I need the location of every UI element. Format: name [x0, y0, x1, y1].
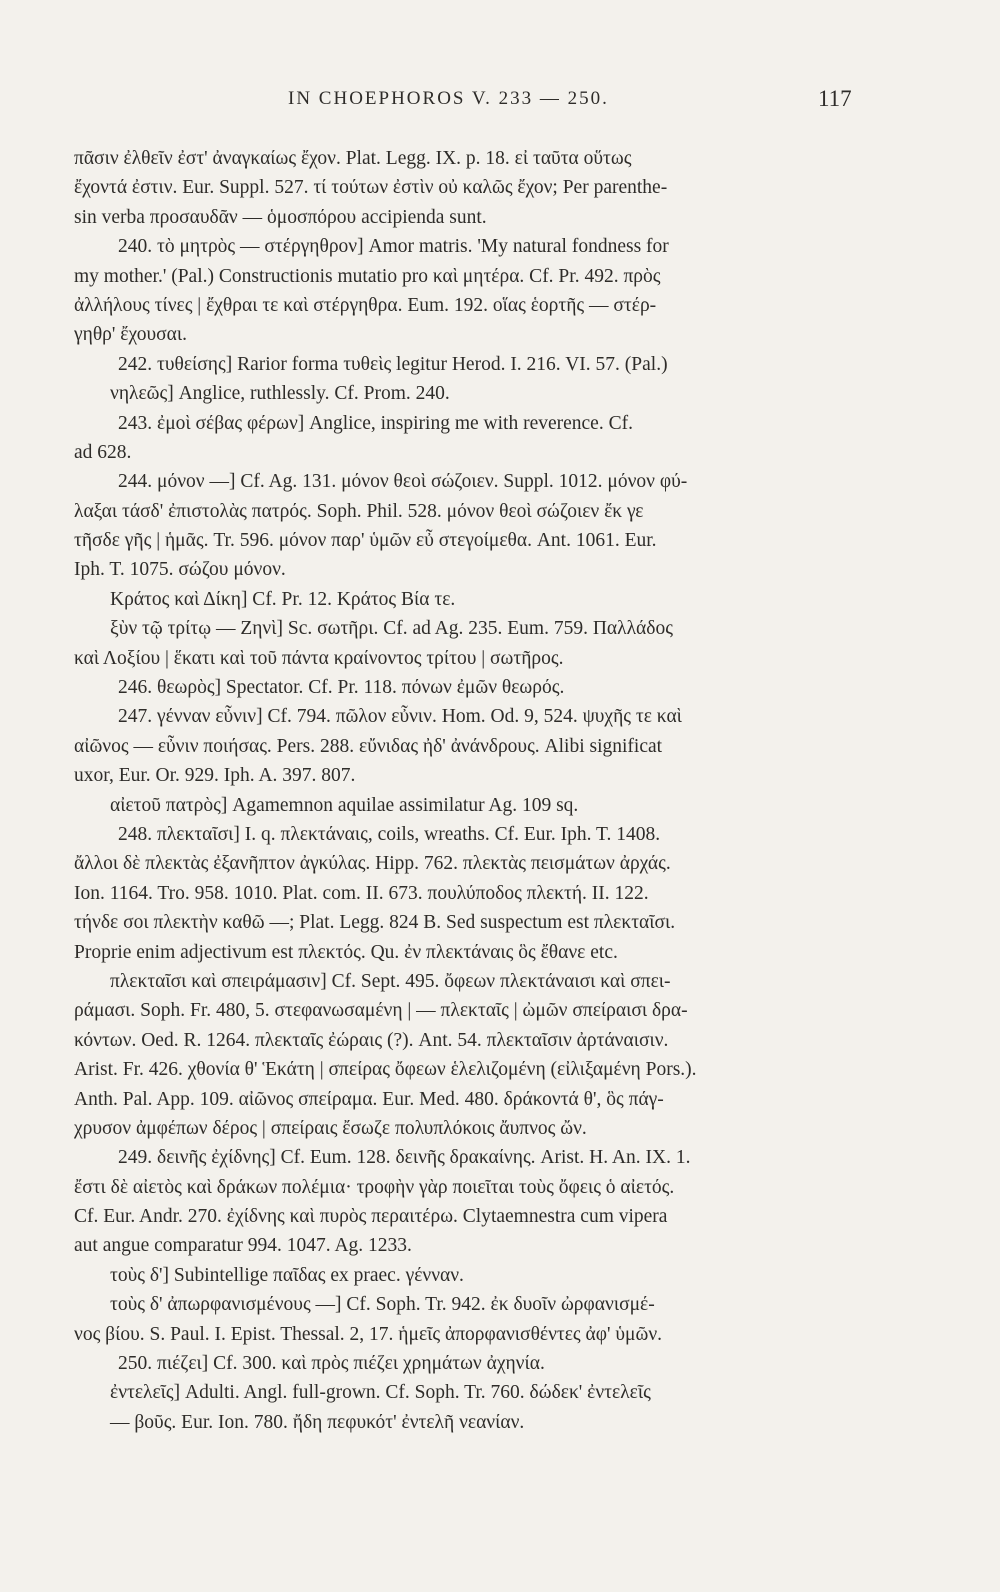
- text-line: uxor, Eur. Or. 929. Iph. A. 397. 807.: [74, 765, 356, 787]
- text-line: νηλεῶς] Anglice, ruthlessly. Cf. Prom. 240.: [110, 383, 450, 405]
- text-line: ἔστι δὲ αἰετὸς καὶ δράκων πολέμια· τροφὴν γὰρ ποιεῖται τοὺς ὄφεις ὁ αἰετός.: [74, 1176, 675, 1198]
- text-line: Arist. Fr. 426. χθονία θ' Ἑκάτη | σπείρας ὄφεων ἑλελιζομένη (εἰλιξαμένη Pors.).: [74, 1059, 697, 1081]
- text-line: Anth. Pal. App. 109. αἰῶνος σπείραμα. Eur. Med. 480. δράκοντά θ', ὃς πάγ-: [74, 1088, 664, 1110]
- text-line: ἀλλήλους τίνες | ἔχθραι τε καὶ στέργηθρα. Eum. 192. οἵας ἑορτῆς — στέρ-: [74, 294, 657, 316]
- text-line: sin verba προσαυδᾶν — ὁμοσπόρου accipienda sunt.: [74, 206, 487, 228]
- text-line: πᾶσιν ἐλθεῖν ἐστ' ἀναγκαίως ἔχον. Plat. Legg. IX. p. 18. εἰ ταῦτα οὕτως: [74, 148, 632, 169]
- text-line: 240. τὸ μητρὸς — στέργηθρον] Amor matris. 'My natural fondness for: [118, 236, 669, 258]
- text-line: χρυσον ἀμφέπων δέρος | σπείραις ἔσωζε πολυπλόκοις ἄυπνος ὤν.: [74, 1117, 587, 1139]
- text-line: ἄλλοι δὲ πλεκτὰς ἐξανῆπτον ἀγκύλας. Hipp. 762. πλεκτὰς πεισμάτων ἀρχάς.: [74, 853, 671, 875]
- text-line: γηθρ' ἔχουσαι.: [74, 324, 187, 346]
- text-line: καὶ Λοξίου | ἕκατι καὶ τοῦ πάντα κραίνοντος τρίτου | σωτῆρος.: [74, 647, 564, 669]
- text-line: ξὺν τῷ τρίτῳ — Ζηνὶ] Sc. σωτῆρι. Cf. ad Ag. 235. Eum. 759. Παλλάδος: [110, 618, 673, 640]
- text-line: 243. ἐμοὶ σέβας φέρων] Anglice, inspiring me with reverence. Cf.: [118, 412, 633, 434]
- text-line: 244. μόνον —] Cf. Ag. 131. μόνον θεοὶ σώζοιεν. Suppl. 1012. μόνον φύ-: [118, 471, 688, 493]
- text-line: aut angue comparatur 994. 1047. Ag. 1233.: [74, 1235, 412, 1257]
- text-line: πλεκταῖσι καὶ σπειράμασιν] Cf. Sept. 495. ὄφεων πλεκτάναισι καὶ σπει-: [110, 970, 671, 992]
- text-line: Iph. T. 1075. σώζου μόνον.: [74, 559, 286, 581]
- text-line: 250. πιέζει] Cf. 300. καὶ πρὸς πιέζει χρημάτων ἀχηνία.: [118, 1353, 545, 1375]
- text-line: — βοῦς. Eur. Ion. 780. ἤδη πεφυκότ' ἐντελῆ νεανίαν.: [110, 1411, 525, 1433]
- text-line: τοὺς δ'] Subintellige παῖδας ex praec. γένναν.: [110, 1264, 464, 1286]
- text-line: αἰετοῦ πατρὸς] Agamemnon aquilae assimilatur Ag. 109 sq.: [110, 794, 579, 816]
- text-line: 247. γένναν εὖνιν] Cf. 794. πῶλον εὖνιν. Hom. Od. 9, 524. ψυχῆς τε καὶ: [118, 706, 682, 728]
- text-line: τήνδε σοι πλεκτὴν καθῶ —; Plat. Legg. 824 B. Sed suspectum est πλεκταῖσι.: [74, 912, 676, 934]
- text-line: 249. δεινῆς ἐχίδνης] Cf. Eum. 128. δεινῆς δρακαίνης. Arist. H. An. IX. 1.: [118, 1147, 691, 1169]
- text-line: Cf. Eur. Andr. 270. ἐχίδνης καὶ πυρὸς περαιτέρω. Clytaemnestra cum vipera: [74, 1206, 668, 1228]
- text-line: ἔχοντά ἐστιν. Eur. Suppl. 527. τί τούτων ἐστὶν οὐ καλῶς ἔχον; Per parenthe-: [74, 177, 668, 199]
- text-line: 246. θεωρὸς] Spectator. Cf. Pr. 118. πόνων ἐμῶν θεωρός.: [118, 677, 565, 699]
- text-line: Ion. 1164. Tro. 958. 1010. Plat. com. II. 673. πουλύποδος πλεκτή. II. 122.: [74, 882, 649, 904]
- text-line: ράμασι. Soph. Fr. 480, 5. στεφανωσαμένη | — πλεκταῖς | ὠμῶν σπείραισι δρα-: [74, 1000, 688, 1022]
- text-line: 248. πλεκταῖσι] I. q. πλεκτάναις, coils, wreaths. Cf. Eur. Iph. T. 1408.: [118, 823, 661, 845]
- text-line: ad 628.: [74, 441, 132, 463]
- text-line: ἐντελεῖς] Adulti. Angl. full-grown. Cf. Soph. Tr. 760. δώδεκ' ἐντελεῖς: [110, 1382, 651, 1404]
- commentary-text: [74, 144, 874, 1437]
- text-line: Κράτος καὶ Δίκη] Cf. Pr. 12. Κράτος Βία τε.: [110, 588, 456, 610]
- text-line: λαξαι τάσδ' ἐπιστολὰς πατρός. Soph. Phil. 528. μόνον θεοὶ σώζοιεν ἔκ γε: [74, 500, 644, 522]
- text-line: νος βίου. S. Paul. I. Epist. Thessal. 2, 17. ἡμεῖς ἀπορφανισθέντες ἀφ' ὑμῶν.: [74, 1323, 663, 1345]
- text-line: 242. τυθείσης] Rarior forma τυθεὶς legitur Herod. I. 216. VI. 57. (Pal.): [118, 353, 668, 375]
- page-number: 117: [818, 86, 852, 111]
- text-line: my mother.' (Pal.) Constructionis mutatio pro καὶ μητέρα. Cf. Pr. 492. πρὸς: [74, 265, 661, 287]
- text-line: τῆσδε γῆς | ἡμᾶς. Tr. 596. μόνον παρ' ὑμῶν εὖ στεγοίμεθα. Ant. 1061. Eur.: [74, 530, 657, 552]
- text-line: Proprie enim adjectivum est πλεκτός. Qu. ἐν πλεκτάναις ὃς ἔθανε etc.: [74, 941, 618, 963]
- text-line: τοὺς δ' ἀπωρφανισμένους —] Cf. Soph. Tr. 942. ἐκ δυοῖν ὠρφανισμέ-: [110, 1294, 655, 1316]
- running-title: IN CHOEPHOROS V. 233 — 250.: [288, 88, 609, 109]
- page-header: [0, 88, 1000, 118]
- text-line: κόντων. Oed. R. 1264. πλεκταῖς ἐώραις (?). Ant. 54. πλεκταῖσιν ἀρτάναισιν.: [74, 1029, 669, 1051]
- text-line: αἰῶνος — εὖνιν ποιήσας. Pers. 288. εὔνιδας ἠδ' ἀνάνδρους. Alibi significat: [74, 735, 663, 757]
